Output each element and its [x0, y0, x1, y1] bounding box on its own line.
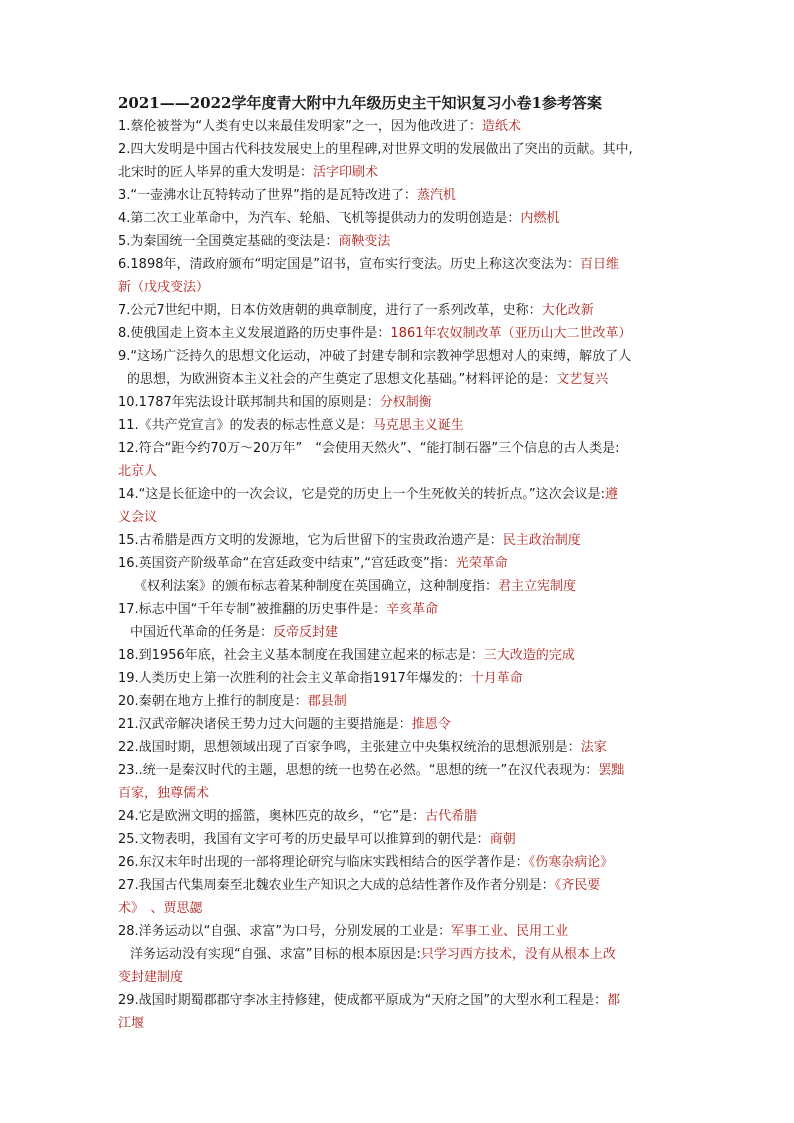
answer-text: 光荣革命 — [455, 556, 508, 571]
answer-line — [118, 414, 680, 437]
answer-text: 北京人 — [118, 464, 158, 479]
question-text: 7.公元7世纪中期，日本仿效唐朝的典章制度，进行了一系列改革，史称： — [118, 303, 542, 318]
question-text: 26.东汉末年时出现的一部将理论研究与临床实践相结合的医学著作是： — [118, 855, 529, 870]
question-text: 27.我国古代集周秦至北魏农业生产知识之大成的总结性著作及作者分别是： — [118, 878, 555, 893]
answer-text: 变封建制度 — [118, 970, 184, 985]
answer-text: 君主立宪制度 — [498, 579, 577, 594]
answer-line — [118, 529, 680, 552]
answer-text: 新（戊戌变法） — [118, 280, 210, 295]
answer-text: 罢黜 — [598, 763, 625, 778]
answer-line — [118, 989, 680, 1012]
question-text: 28.洋务运动以“自强、求富”为口号，分别发展的工业是： — [118, 924, 452, 939]
question-text: 6.1898年，清政府颁布“明定国是”诏书，宣布实行变法。历史上称这次变法为： — [118, 257, 580, 272]
question-text: 24.它是欧洲文明的摇篮，奥林匹克的故乡，“它”是： — [118, 809, 426, 824]
answer-text: 分权制衡 — [379, 395, 432, 410]
answer-line — [118, 115, 680, 138]
answer-text: 江堰 — [118, 1016, 145, 1031]
answer-text: 商鞅变法 — [338, 234, 391, 249]
question-text: 18.到1956年底，社会主义基本制度在我国建立起来的标志是： — [118, 648, 484, 663]
answer-line — [118, 736, 680, 759]
answer-sheet — [118, 92, 680, 1035]
answer-line — [118, 184, 680, 207]
answer-text: 蒸汽机 — [416, 188, 456, 203]
document-title: 2021——2022学年度青大附中九年级历史主干知识复习小卷1参考答案 — [118, 94, 602, 112]
question-text: 北宋时的匠人毕昇的重大发明是： — [118, 165, 314, 180]
answer-text: 术》 、贾思勰 — [118, 901, 203, 916]
answer-line — [118, 851, 680, 874]
question-text: 12.符合“距今约70万～20万年” “会使用天然火”、“能打制石器”三个信息的古人类是: — [118, 441, 620, 456]
question-text: 4.第二次工业革命中，为汽车、轮船、飞机等提供动力的发明创造是： — [118, 211, 521, 226]
answer-line — [118, 897, 680, 920]
question-text: 3.“一壶沸水让瓦特转动了世界”指的是瓦特改进了： — [118, 188, 417, 203]
answer-text: 辛亥革命 — [386, 602, 439, 617]
answer-line — [118, 1012, 680, 1035]
question-text: 8.使俄国走上资本主义发展道路的历史事件是： — [118, 326, 391, 341]
question-text: 29.战国时期蜀郡郡守李冰主持修建，使成都平原成为“天府之国”的大型水利工程是： — [118, 993, 608, 1008]
answer-line — [118, 874, 680, 897]
answer-line — [118, 805, 680, 828]
answer-line — [118, 598, 680, 621]
answer-text: 法家 — [580, 740, 607, 755]
answer-text: 郡县制 — [307, 694, 347, 709]
answer-text: 古代希腊 — [425, 809, 478, 824]
answer-text: 民主政治制度 — [502, 533, 581, 548]
answer-text: 都 — [607, 993, 621, 1008]
answer-line — [118, 368, 680, 391]
answer-text: 文艺复兴 — [556, 372, 609, 387]
question-text: 9.“这场广泛持久的思想文化运动，冲破了封建专制和宗教神学思想对人的束缚，解放了人 — [118, 349, 632, 364]
answer-line — [118, 161, 680, 184]
answer-line — [118, 207, 680, 230]
answer-text: 商朝 — [489, 832, 516, 847]
answer-text: 造纸术 — [481, 119, 521, 134]
answer-line — [118, 621, 680, 644]
question-text: 5.为秦国统一全国奠定基础的变法是： — [118, 234, 339, 249]
question-text: 11.《共产党宣言》的发表的标志性意义是： — [118, 418, 373, 433]
answer-text: 三大改造的完成 — [483, 648, 575, 663]
answer-text: 大化改新 — [541, 303, 594, 318]
answer-text: 十月革命 — [470, 671, 523, 686]
answer-text: 军事工业、民用工业 — [451, 924, 569, 939]
answer-line — [118, 253, 680, 276]
answer-text: 百家，独尊儒术 — [118, 786, 210, 801]
question-text: 16.英国资产阶级革命“在宫廷政变中结束”,“宫廷政变”指： — [118, 556, 456, 571]
answer-text: 《伤寒杂病论》 — [528, 855, 614, 870]
answer-line — [118, 966, 680, 989]
question-text: 21.汉武帝解决诸侯王势力过大问题的主要措施是： — [118, 717, 412, 732]
answer-line — [118, 759, 680, 782]
answer-text: 百日维 — [579, 257, 619, 272]
answer-text: 马克思主义诞生 — [372, 418, 464, 433]
answer-text: 义会议 — [118, 510, 158, 525]
answer-line — [118, 460, 680, 483]
answer-line — [118, 299, 680, 322]
answer-line — [118, 437, 680, 460]
question-text: 2.四大发明是中国古代科技发展史上的里程碑,对世界文明的发展做出了突出的贡献。其中, — [118, 142, 633, 157]
question-text: 《权利法案》的颁布标志着某种制度在英国确立，这种制度指： — [134, 579, 499, 594]
question-text: 23..统一是秦汉时代的主题，思想的统一也势在必然。“思想的统一”在汉代表现为： — [118, 763, 599, 778]
answer-line — [118, 391, 680, 414]
answer-line — [118, 276, 680, 299]
answer-line — [118, 138, 680, 161]
answer-line — [118, 920, 680, 943]
question-text: 的思想，为欧洲资本主义社会的产生奠定了思想文化基础。”材料评论的是： — [127, 372, 557, 387]
answer-text: 活字印刷术 — [313, 165, 379, 180]
answer-line — [118, 644, 680, 667]
answer-line — [118, 552, 680, 575]
answer-line — [118, 575, 680, 598]
question-text: 17.标志中国“千年专制”被推翻的历史事件是： — [118, 602, 387, 617]
answer-line — [118, 322, 680, 345]
answer-text: 《齐民要 — [554, 878, 601, 893]
answer-line — [118, 667, 680, 690]
answer-line — [118, 828, 680, 851]
answer-text: 1861年农奴制改革（亚历山大二世改革） — [390, 326, 632, 341]
question-text: 19.人类历史上第一次胜利的社会主义革命指1917年爆发的： — [118, 671, 471, 686]
answer-line — [118, 713, 680, 736]
question-text: 20.秦朝在地方上推行的制度是： — [118, 694, 308, 709]
question-text: 25.文物表明，我国有文字可考的历史最早可以推算到的朝代是： — [118, 832, 490, 847]
answer-line — [118, 782, 680, 805]
answer-line — [118, 230, 680, 253]
question-text: 中国近代革命的任务是： — [130, 625, 274, 640]
answer-text: 只学习西方技术，没有从根本上改 — [420, 947, 616, 962]
answer-text: 推恩令 — [411, 717, 451, 732]
answer-line — [118, 483, 680, 506]
answer-line — [118, 690, 680, 713]
question-text: 10.1787年宪法设计联邦制共和国的原则是： — [118, 395, 380, 410]
question-text: 22.战国时期，思想领域出现了百家争鸣，主张建立中央集权统治的思想派别是： — [118, 740, 581, 755]
question-text: 洋务运动没有实现“自强、求富”目标的根本原因是: — [130, 947, 421, 962]
answer-line — [118, 345, 680, 368]
answer-text: 内燃机 — [520, 211, 560, 226]
question-text: 15.古希腊是西方文明的发源地，它为后世留下的宝贵政治遗产是： — [118, 533, 503, 548]
answer-line — [118, 506, 680, 529]
question-text: 1.蔡伦被誉为“人类有史以来最佳发明家”之一，因为他改进了： — [118, 119, 482, 134]
question-text: 14.“这是长征途中的一次会议，它是党的历史上一个生死攸关的转折点。”这次会议是: — [118, 487, 606, 502]
answer-text: 遵 — [605, 487, 619, 502]
answer-line — [118, 943, 680, 966]
answer-text: 反帝反封建 — [273, 625, 339, 640]
